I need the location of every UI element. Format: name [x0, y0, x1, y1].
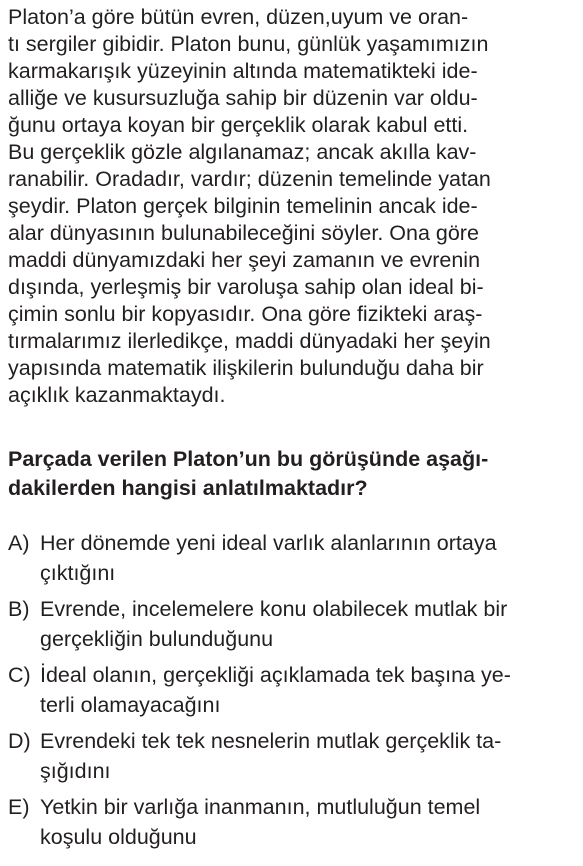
reading-passage: [8, 4, 578, 409]
option-d[interactable]: [8, 726, 578, 784]
option-line: Her dönemde yeni ideal varlık alanlarının ortaya: [40, 531, 497, 555]
answer-options: [8, 528, 578, 858]
passage-line: maddi dünyamızdaki her şeyi zamanın ve evrenin: [8, 248, 481, 272]
option-line: Evrendeki tek tek nesnelerin mutlak gerçeklik ta-: [40, 729, 502, 753]
option-letter: A): [8, 531, 30, 555]
option-c[interactable]: [8, 660, 578, 718]
option-text: [40, 792, 576, 852]
passage-line: ğunu ortaya koyan bir gerçeklik olarak kabul etti.: [8, 113, 469, 137]
option-text: [40, 726, 576, 786]
option-text: [40, 660, 576, 720]
passage-line: karmakarışık yüzeyinin altında matematikteki ide-: [8, 59, 478, 83]
passage-line: tı sergiler gibidir. Platon bunu, günlük yaşamımızın: [8, 32, 489, 56]
option-letter: D): [8, 729, 31, 753]
option-line: koşulu olduğunu: [40, 825, 197, 849]
passage-line: Platon’a göre bütün evren, düzen,uyum ve oran-: [8, 5, 469, 29]
option-line: Yetkin bir varlığa inanmanın, mutluluğun temel: [40, 795, 481, 819]
option-letter: E): [8, 795, 30, 819]
option-line: şığıdını: [40, 759, 111, 783]
option-line: gerçekliğin bulunduğunu: [40, 627, 274, 651]
option-e[interactable]: [8, 792, 578, 850]
question-stem: [8, 445, 578, 503]
option-text: [40, 594, 576, 654]
passage-line: yapısında matematik ilişkilerin bulunduğu daha bir: [8, 356, 484, 380]
passage-line: ranabilir. Oradadır, vardır; düzenin temelinde yatan: [8, 167, 491, 191]
option-letter: C): [8, 663, 31, 687]
question-line: Parçada verilen Platon’un bu görüşünde aşağı-: [8, 447, 489, 471]
option-line: Evrende, incelemelere konu olabilecek mutlak bir: [40, 597, 508, 621]
option-line: İdeal olanın, gerçekliği açıklamada tek başına ye-: [40, 663, 511, 687]
passage-line: çimin sonlu bir kopyasıdır. Ona göre fizikteki araş-: [8, 302, 483, 326]
option-line: terli olamayacağını: [40, 693, 221, 717]
passage-line: alliğe ve kusursuzluğa sahip bir düzenin var oldu-: [8, 86, 478, 110]
question-line: dakilerden hangisi anlatılmaktadır?: [8, 476, 368, 500]
passage-line: dışında, yerleşmiş bir varoluşa sahip olan ideal bi-: [8, 275, 484, 299]
option-letter: B): [8, 597, 30, 621]
option-text: [40, 528, 576, 588]
option-a[interactable]: [8, 528, 578, 586]
passage-line: alar dünyasının bulunabileceğini söyler. Ona göre: [8, 221, 479, 245]
passage-line: şeydir. Platon gerçek bilginin temelinin ancak ide-: [8, 194, 478, 218]
option-b[interactable]: [8, 594, 578, 652]
passage-line: Bu gerçeklik gözle algılanamaz; ancak akılla kav-: [8, 140, 477, 164]
passage-line: tırmalarımız ilerledikçe, maddi dünyadaki her şeyin: [8, 329, 491, 353]
option-line: çıktığını: [40, 561, 116, 585]
passage-line: açıklık kazanmaktaydı.: [8, 383, 226, 407]
